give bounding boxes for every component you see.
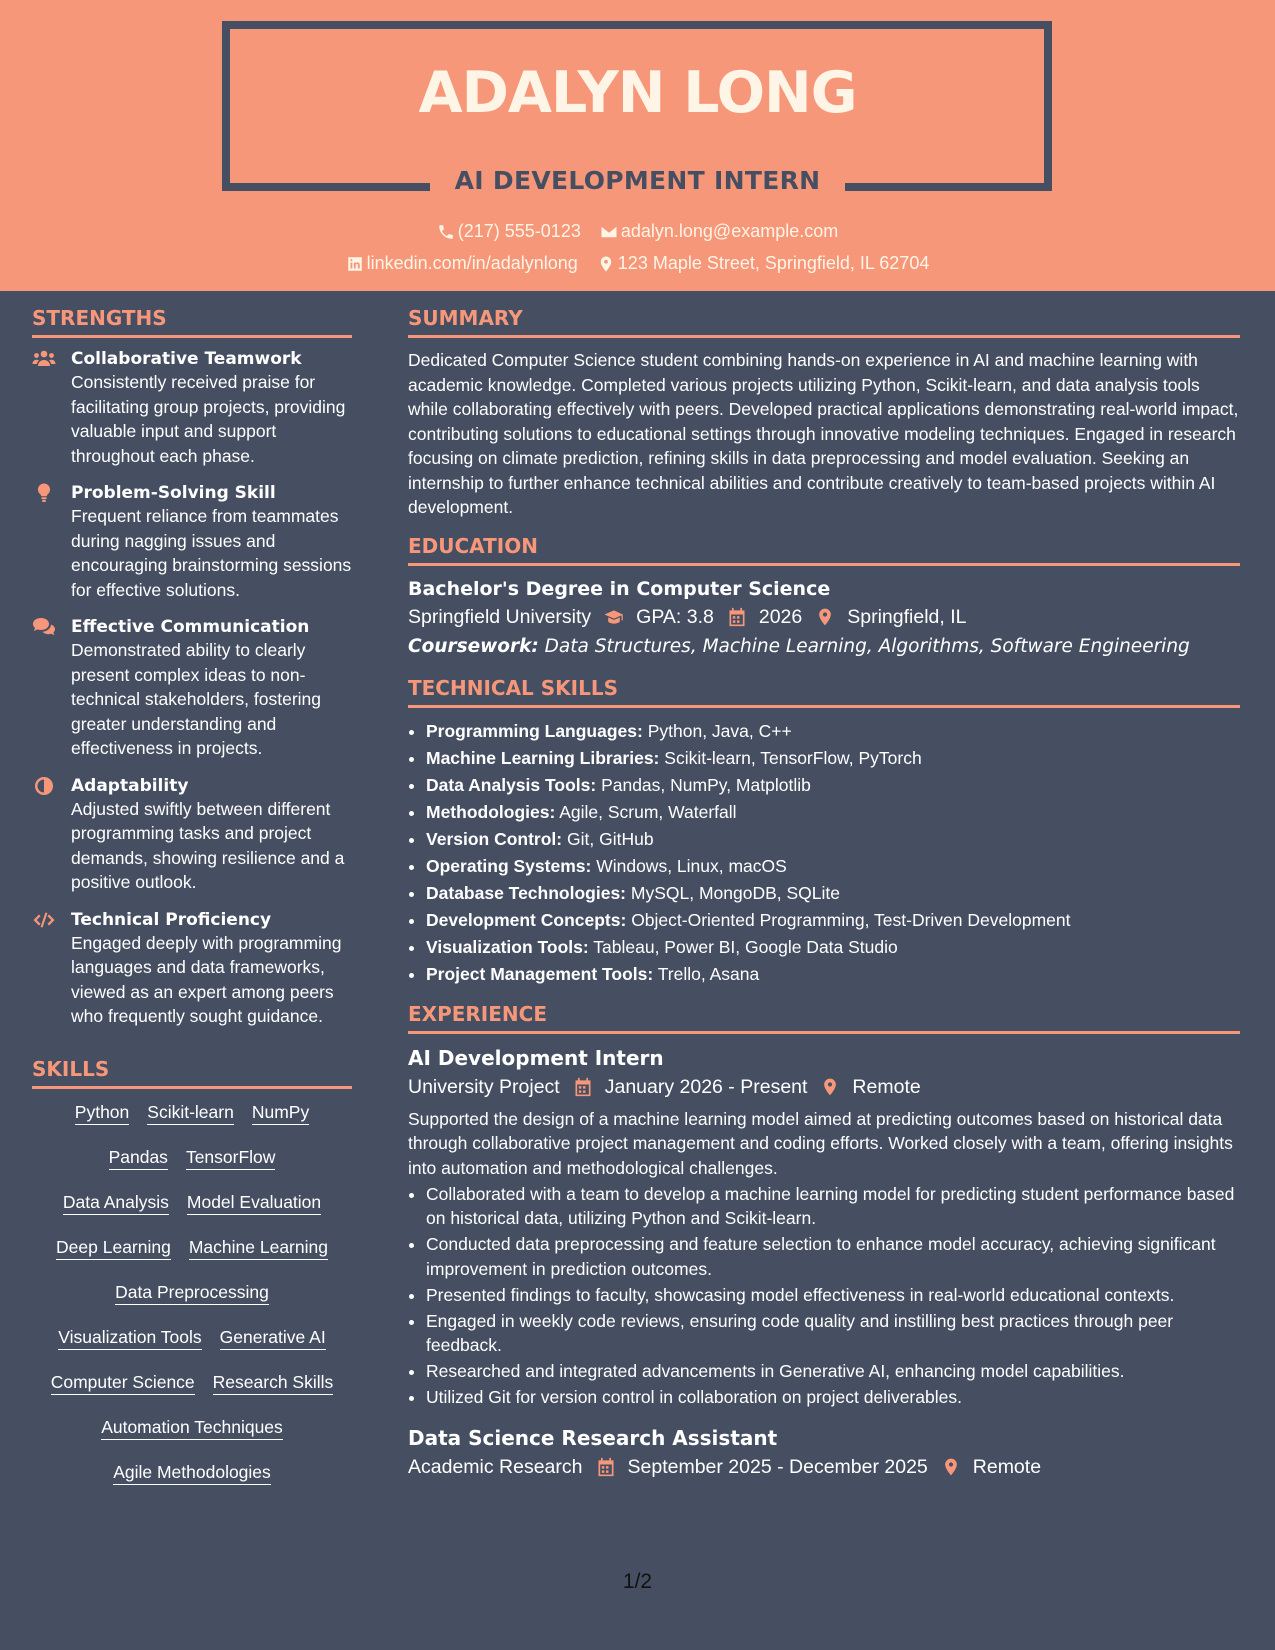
list-item	[426, 745, 1240, 772]
tskill-label: Data Analysis Tools:	[426, 774, 597, 795]
strength-name: Technical Proficiency	[71, 909, 272, 930]
strength-name: Effective Communication	[71, 617, 310, 637]
list-item: • Conducted data preprocessing and feature selection to enhance model accuracy, achieving significant improvement in prediction outcomes.	[426, 1232, 1240, 1281]
strength-name: Adaptability	[71, 775, 189, 796]
skill-tag: Computer Science	[51, 1371, 195, 1395]
strength-item	[32, 348, 352, 468]
job-location: Remote	[852, 1075, 921, 1098]
strength-desc: Consistently received praise for facilitating group projects, providing valuable input and support throughout each phase.	[71, 372, 346, 466]
tskill-label: Operating Systems:	[426, 855, 592, 876]
tskill-value: Object-Oriented Programming, Test-Driven Development	[631, 909, 1071, 930]
coursework	[408, 632, 1240, 662]
education-meta	[408, 602, 1240, 632]
summary-heading: SUMMARY	[408, 306, 1240, 338]
list-item: • Engaged in weekly code reviews, ensuring code quality and instilling best practices through peer feedback.	[426, 1309, 1240, 1358]
skill-tag: Data Analysis	[63, 1191, 169, 1215]
skill-row	[32, 1146, 352, 1191]
skill-row	[32, 1326, 352, 1371]
job-bullets	[408, 1182, 1240, 1410]
contact-row-2	[0, 253, 1275, 278]
list-item	[426, 772, 1240, 799]
school-name: Springfield University	[408, 605, 592, 628]
list-item: • Collaborated with a team to develop a machine learning model for predicting student performance based on historical data, utilizing Python and Scikit-learn.	[426, 1182, 1240, 1231]
skill-tag: Pandas	[109, 1146, 168, 1170]
lightbulb-icon	[32, 483, 56, 503]
tskill-value: Tableau, Power BI, Google Data Studio	[593, 936, 898, 957]
skill-row	[32, 1101, 352, 1146]
job-description: Supported the design of a machine learning model aimed at predicting outcomes based on historical data through collaborative project management and coding efforts. Worked closely with a team, offering insights into automation and methodological challenges.	[408, 1108, 1233, 1178]
strength-desc: Demonstrated ability to clearly present complex ideas to non-technical stakeholders, fostering greater understanding and effectiveness in projects.	[71, 640, 321, 758]
contact-phone	[437, 221, 581, 242]
skill-row	[32, 1191, 352, 1236]
list-item: • Researched and integrated advancements in Generative AI, enhancing model capabilities.	[426, 1359, 1240, 1384]
resume-header	[0, 0, 1275, 291]
tskill-label: Visualization Tools:	[426, 936, 589, 957]
strength-item	[32, 775, 352, 895]
page-number: 1/2	[622, 1570, 653, 1593]
strength-item	[32, 616, 352, 761]
code-icon	[32, 910, 56, 930]
skill-row	[32, 1416, 352, 1461]
skill-tag: Generative AI	[220, 1326, 326, 1350]
job-org: Academic Research	[408, 1455, 583, 1478]
tskill-label: Machine Learning Libraries:	[426, 747, 660, 768]
address-text: 123 Maple Street, Springfield, IL 62704	[617, 253, 930, 273]
skill-row	[32, 1236, 352, 1281]
list-item	[426, 799, 1240, 826]
calendar-icon	[573, 1077, 593, 1097]
tskill-label: Project Management Tools:	[426, 963, 654, 984]
job-entry	[408, 1424, 1240, 1482]
tskill-label: Database Technologies:	[426, 882, 627, 903]
job-meta	[408, 1452, 1240, 1482]
tskill-label: Version Control:	[426, 828, 563, 849]
skill-tag: Research Skills	[213, 1371, 334, 1395]
skill-tag: Model Evaluation	[187, 1191, 321, 1215]
candidate-title: AI DEVELOPMENT INTERN	[454, 166, 821, 195]
left-column	[32, 306, 352, 1506]
skill-tag: Deep Learning	[56, 1236, 171, 1260]
right-column	[408, 306, 1240, 1482]
tskill-value: Windows, Linux, macOS	[596, 855, 787, 876]
strength-item	[32, 909, 352, 1029]
gpa-text: GPA: 3.8	[636, 605, 714, 628]
tskill-value: Agile, Scrum, Waterfall	[559, 801, 737, 822]
tskill-value: Trello, Asana	[657, 963, 760, 984]
list-item	[426, 826, 1240, 853]
skill-tag: Data Preprocessing	[115, 1281, 269, 1305]
tskill-label: Development Concepts:	[426, 909, 627, 930]
envelope-icon	[600, 223, 618, 241]
list-item	[426, 853, 1240, 880]
list-item	[426, 934, 1240, 961]
graduation-cap-icon	[604, 607, 624, 627]
job-location: Remote	[972, 1455, 1042, 1478]
skill-row	[32, 1371, 352, 1416]
technical-skills-heading: TECHNICAL SKILLS	[408, 676, 1240, 708]
list-item	[426, 961, 1240, 988]
skill-tag: Python	[75, 1101, 129, 1125]
skill-tag: Visualization Tools	[58, 1326, 201, 1350]
half-circle-icon	[32, 776, 56, 796]
strength-desc: Adjusted swiftly between different programming tasks and project demands, showing resilience and a positive outlook.	[71, 798, 345, 892]
skill-row	[32, 1461, 352, 1506]
calendar-icon	[596, 1457, 616, 1477]
tskill-label: Programming Languages:	[426, 720, 643, 741]
experience-heading: EXPERIENCE	[408, 1002, 1240, 1034]
job-entry	[408, 1044, 1240, 1410]
technical-skills-list	[408, 718, 1240, 988]
contact-linkedin[interactable]	[346, 253, 578, 274]
list-item	[426, 718, 1240, 745]
job-dates: September 2025 - December 2025	[627, 1455, 928, 1478]
education-heading: EDUCATION	[408, 534, 1240, 566]
phone-icon	[437, 223, 455, 241]
contact-row-1	[0, 221, 1275, 246]
skill-tag: Automation Techniques	[101, 1416, 283, 1440]
map-pin-icon	[820, 1077, 840, 1097]
list-item: • Utilized Git for version control in collaboration on project deliverables.	[426, 1385, 1240, 1410]
comments-icon	[32, 617, 56, 637]
tskill-value: MySQL, MongoDB, SQLite	[630, 882, 841, 903]
strength-item	[32, 482, 352, 602]
contact-address	[597, 253, 930, 274]
email-text[interactable]: adalyn.long@example.com	[620, 221, 839, 241]
coursework-list: Data Structures, Machine Learning, Algorithms, Software Engineering	[544, 635, 1190, 657]
list-item: • Presented findings to faculty, showcasing model effectiveness in real-world educational contexts.	[426, 1283, 1240, 1308]
tskill-value: Scikit-learn, TensorFlow, PyTorch	[664, 747, 922, 768]
strength-desc: Frequent reliance from teammates during nagging issues and encouraging brainstorming sessions for effective solutions.	[71, 506, 352, 600]
grad-year: 2026	[758, 605, 803, 628]
skills-heading: SKILLS	[32, 1057, 352, 1089]
list-item	[426, 880, 1240, 907]
job-meta	[408, 1072, 1240, 1102]
strength-name: Collaborative Teamwork	[71, 349, 302, 369]
strengths-heading: STRENGTHS	[32, 306, 352, 338]
job-title: Data Science Research Assistant	[408, 1425, 778, 1450]
skill-tag: Agile Methodologies	[113, 1461, 271, 1485]
skill-tag: NumPy	[252, 1101, 309, 1125]
map-pin-icon	[941, 1457, 961, 1477]
strength-name: Problem-Solving Skill	[71, 483, 276, 503]
list-item	[426, 907, 1240, 934]
contact-email[interactable]	[600, 221, 838, 242]
coursework-label: Coursework:	[408, 635, 539, 657]
school-location: Springfield, IL	[847, 605, 967, 628]
job-title: AI Development Intern	[408, 1045, 664, 1070]
tskill-value: Python, Java, C++	[647, 720, 792, 741]
skill-tag: Machine Learning	[189, 1236, 328, 1260]
candidate-name: ADALYN LONG	[418, 60, 857, 126]
map-pin-icon	[815, 607, 835, 627]
tskill-value: Git, GitHub	[567, 828, 654, 849]
skill-tag: Scikit-learn	[147, 1101, 234, 1125]
tskill-label: Methodologies:	[426, 801, 556, 822]
skills-list	[32, 1101, 352, 1506]
job-dates: January 2026 - Present	[604, 1075, 808, 1098]
skill-tag: TensorFlow	[186, 1146, 275, 1170]
calendar-icon	[727, 607, 747, 627]
job-org: University Project	[408, 1075, 560, 1098]
linkedin-text[interactable]: linkedin.com/in/adalynlong	[366, 253, 578, 273]
linkedin-icon	[346, 255, 364, 273]
users-icon	[32, 349, 56, 369]
degree-title: Bachelor's Degree in Computer Science	[408, 577, 831, 600]
skill-row	[32, 1281, 352, 1326]
strength-desc: Engaged deeply with programming languages and data frameworks, viewed as an expert among peers who frequently sought guidance.	[71, 932, 342, 1026]
summary-text: Dedicated Computer Science student combining hands-on experience in AI and machine learning with academic knowledge. Completed various projects utilizing Python, Scikit-learn, and data analysis tools while collaborating effectively with peers. Developed practical applications demonstrating real-world impact, contributing solutions to educational settings through innovative modeling techniques. Engaged in research focusing on climate prediction, refining skills in data preprocessing and model evaluation. Seeking an internship to further enhance technical abilities and contribute creatively to team-based projects within AI development.	[408, 350, 1239, 517]
map-pin-icon	[597, 255, 615, 273]
tskill-value: Pandas, NumPy, Matplotlib	[601, 774, 811, 795]
phone-text: (217) 555-0123	[457, 221, 581, 241]
